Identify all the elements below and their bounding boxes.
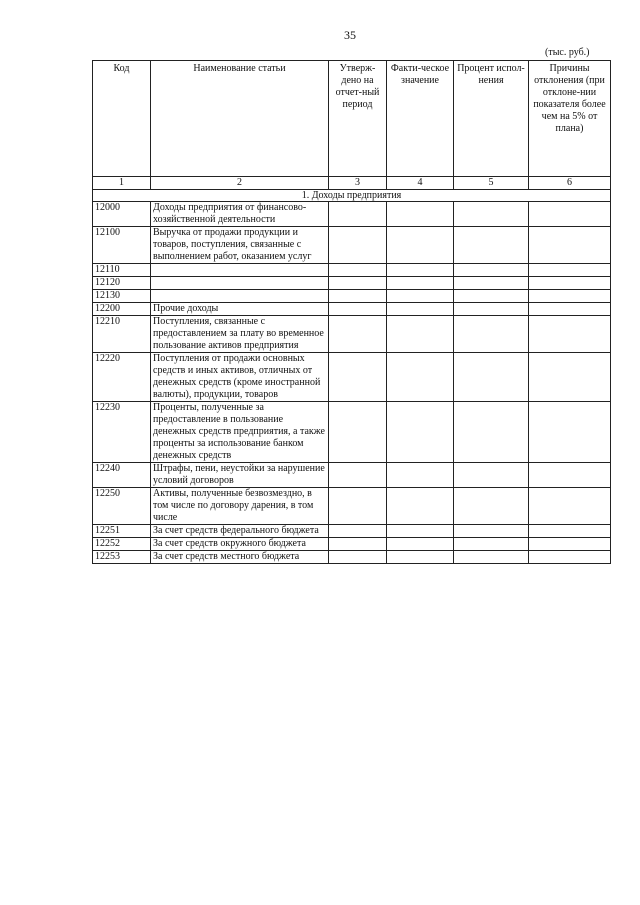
column-number: 1	[93, 177, 151, 190]
row-reason-value	[529, 303, 611, 316]
section-row	[93, 190, 611, 202]
row-approved-value	[329, 290, 387, 303]
row-approved-value	[329, 538, 387, 551]
row-actual-value	[387, 202, 454, 227]
row-code: 12250	[93, 488, 151, 525]
row-approved-value	[329, 303, 387, 316]
row-name: Штрафы, пени, неустойки за нарушение условий договоров	[151, 463, 329, 488]
column-number: 5	[454, 177, 529, 190]
row-name: За счет средств окружного бюджета	[151, 538, 329, 551]
header-actual: Факти-ческое значение	[387, 61, 454, 177]
row-name: За счет средств федерального бюджета	[151, 525, 329, 538]
row-name	[151, 277, 329, 290]
row-name: Поступления от продажи основных средств и иных активов, отличных от денежных средств (кроме иностранной валюты), продукции, товаров	[151, 353, 329, 402]
row-approved-value	[329, 463, 387, 488]
row-approved-value	[329, 488, 387, 525]
table-row	[93, 303, 611, 316]
row-approved-value	[329, 316, 387, 353]
row-percent-value	[454, 227, 529, 264]
row-name: Поступления, связанные с предоставлением за плату во временное пользование активов предприятия	[151, 316, 329, 353]
table-row	[93, 264, 611, 277]
row-approved-value	[329, 227, 387, 264]
header-percent: Процент испол-нения	[454, 61, 529, 177]
row-reason-value	[529, 202, 611, 227]
row-actual-value	[387, 538, 454, 551]
header-name: Наименование статьи	[151, 61, 329, 177]
row-code: 12220	[93, 353, 151, 402]
row-reason-value	[529, 488, 611, 525]
row-code: 12130	[93, 290, 151, 303]
row-approved-value	[329, 202, 387, 227]
table-row	[93, 202, 611, 227]
header-code: Код	[93, 61, 151, 177]
row-reason-value	[529, 277, 611, 290]
row-reason-value	[529, 551, 611, 564]
row-actual-value	[387, 277, 454, 290]
row-percent-value	[454, 316, 529, 353]
report-table	[92, 60, 611, 564]
row-percent-value	[454, 463, 529, 488]
table-row	[93, 227, 611, 264]
row-reason-value	[529, 316, 611, 353]
table-row	[93, 538, 611, 551]
row-actual-value	[387, 264, 454, 277]
row-actual-value	[387, 227, 454, 264]
row-name: Прочие доходы	[151, 303, 329, 316]
row-reason-value	[529, 525, 611, 538]
row-reason-value	[529, 264, 611, 277]
row-actual-value	[387, 551, 454, 564]
units-label: (тыс. руб.)	[545, 47, 590, 58]
column-number: 2	[151, 177, 329, 190]
table-row	[93, 290, 611, 303]
row-approved-value	[329, 277, 387, 290]
row-name: Доходы предприятия от финансово-хозяйственной деятельности	[151, 202, 329, 227]
column-number: 4	[387, 177, 454, 190]
row-code: 12210	[93, 316, 151, 353]
row-code: 12252	[93, 538, 151, 551]
row-approved-value	[329, 353, 387, 402]
row-actual-value	[387, 463, 454, 488]
row-code: 12251	[93, 525, 151, 538]
row-actual-value	[387, 525, 454, 538]
row-name	[151, 264, 329, 277]
row-approved-value	[329, 551, 387, 564]
row-name: Активы, полученные безвозмездно, в том числе по договору дарения, в том числе	[151, 488, 329, 525]
row-name: За счет средств местного бюджета	[151, 551, 329, 564]
row-reason-value	[529, 538, 611, 551]
row-code: 12240	[93, 463, 151, 488]
table-row	[93, 525, 611, 538]
row-name: Выручка от продажи продукции и товаров, поступления, связанные с выполнением работ, оказанием услуг	[151, 227, 329, 264]
row-actual-value	[387, 316, 454, 353]
table-row	[93, 551, 611, 564]
row-percent-value	[454, 303, 529, 316]
row-percent-value	[454, 525, 529, 538]
section-title: 1. Доходы предприятия	[93, 190, 611, 202]
row-percent-value	[454, 290, 529, 303]
row-code: 12230	[93, 402, 151, 463]
table-row	[93, 402, 611, 463]
row-actual-value	[387, 303, 454, 316]
row-reason-value	[529, 353, 611, 402]
row-percent-value	[454, 277, 529, 290]
row-percent-value	[454, 488, 529, 525]
row-name: Проценты, полученные за предоставление в пользование денежных средств предприятия, а также проценты за использование банком денежных средств	[151, 402, 329, 463]
row-approved-value	[329, 264, 387, 277]
row-name	[151, 290, 329, 303]
row-percent-value	[454, 202, 529, 227]
row-approved-value	[329, 525, 387, 538]
row-code: 12200	[93, 303, 151, 316]
row-percent-value	[454, 353, 529, 402]
row-code: 12120	[93, 277, 151, 290]
column-numbers-row	[93, 177, 611, 190]
header-reasons: Причины отклонения (при отклоне-нии показателя более чем на 5% от плана)	[529, 61, 611, 177]
table-row	[93, 316, 611, 353]
header-approved: Утверж-дено на отчет-ный период	[329, 61, 387, 177]
row-actual-value	[387, 488, 454, 525]
row-percent-value	[454, 551, 529, 564]
row-percent-value	[454, 264, 529, 277]
table-row	[93, 463, 611, 488]
column-number: 3	[329, 177, 387, 190]
table-row	[93, 277, 611, 290]
row-code: 12000	[93, 202, 151, 227]
row-reason-value	[529, 290, 611, 303]
table-row	[93, 353, 611, 402]
row-code: 12110	[93, 264, 151, 277]
row-code: 12100	[93, 227, 151, 264]
row-reason-value	[529, 402, 611, 463]
row-actual-value	[387, 290, 454, 303]
column-number: 6	[529, 177, 611, 190]
page-number: 35	[344, 28, 356, 42]
row-approved-value	[329, 402, 387, 463]
row-actual-value	[387, 402, 454, 463]
table-row	[93, 488, 611, 525]
row-reason-value	[529, 227, 611, 264]
row-percent-value	[454, 538, 529, 551]
header-row	[93, 61, 611, 177]
row-percent-value	[454, 402, 529, 463]
row-code: 12253	[93, 551, 151, 564]
row-actual-value	[387, 353, 454, 402]
row-reason-value	[529, 463, 611, 488]
